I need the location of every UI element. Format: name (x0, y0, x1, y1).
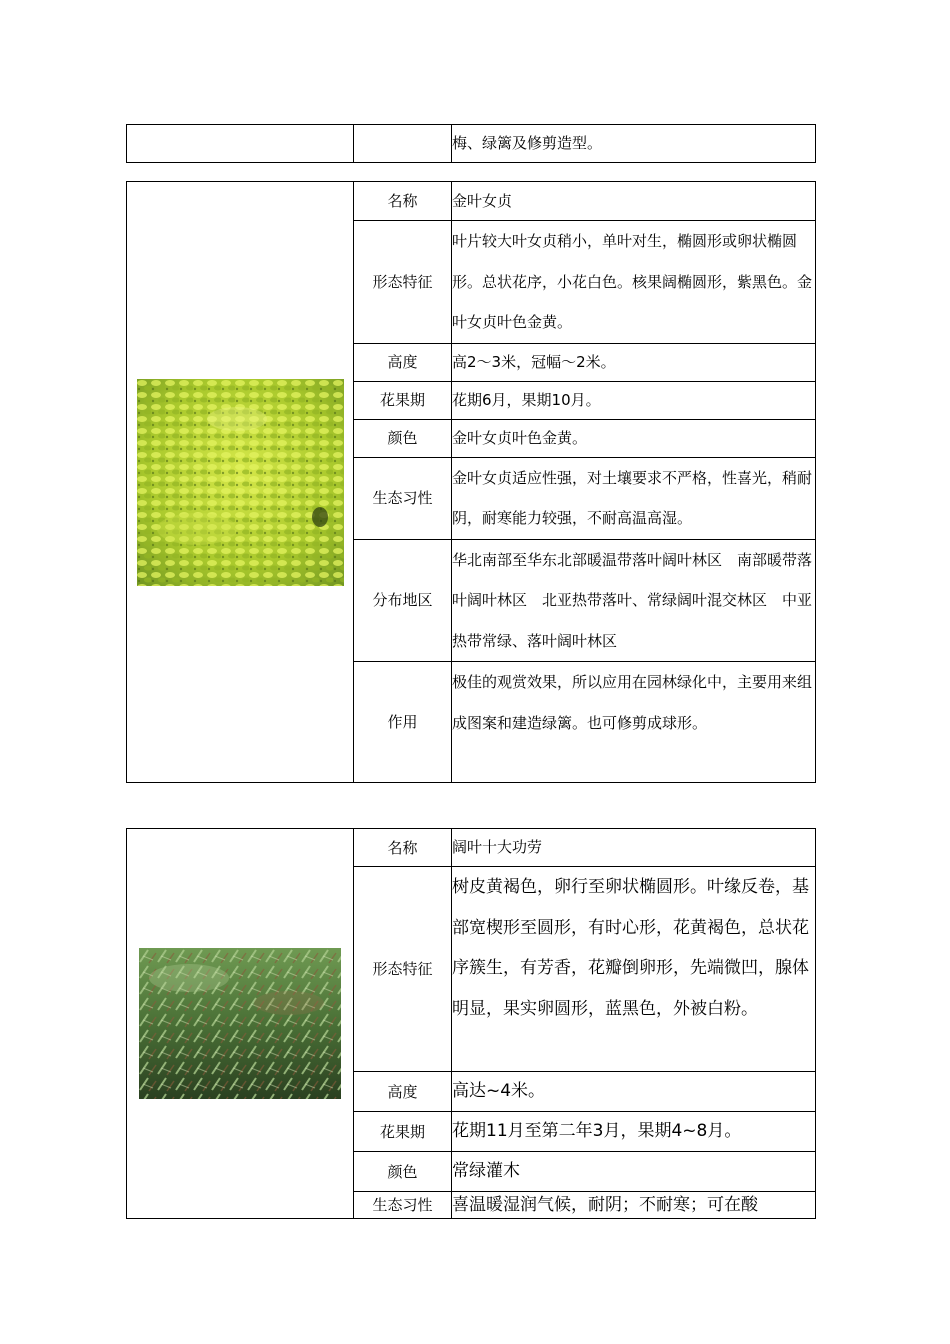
row-value: 阔叶十大功劳 (452, 829, 816, 867)
row-label: 花果期 (354, 1112, 452, 1152)
continued-table (126, 124, 816, 163)
row-label: 名称 (354, 829, 452, 867)
row-label: 生态习性 (354, 457, 452, 539)
row-label: 花果期 (354, 381, 452, 419)
row-label: 名称 (354, 182, 452, 221)
plant-table-2 (126, 828, 816, 1219)
row-value: 高达~4米。 (452, 1072, 816, 1112)
row-value: 花期6月，果期10月。 (452, 381, 816, 419)
row-value: 喜温暖湿润气候，耐阴；不耐寒；可在酸 (452, 1192, 816, 1219)
yellow-green-shrub-photo-icon (137, 379, 344, 586)
row-label: 高度 (354, 1072, 452, 1112)
plant-photo-cell (127, 182, 354, 783)
row-value: 华北南部至华东北部暖温带落叶阔叶林区 南部暖带落叶阔叶林区 北亚热带落叶、常绿阔叶混交林区 中亚热带常绿、落叶阔叶林区 (452, 539, 816, 662)
plant-table-1 (126, 181, 816, 783)
row-label: 形态特征 (354, 867, 452, 1072)
row-value: 梅、绿篱及修剪造型。 (452, 125, 816, 163)
row-value: 叶片较大叶女贞稍小，单叶对生，椭圆形或卵状椭圆形。总状花序，小花白色。核果阔椭圆形，紫黑色。金叶女贞叶色金黄。 (452, 221, 816, 344)
image-cell-empty (127, 125, 354, 163)
row-value: 金叶女贞适应性强，对土壤要求不严格，性喜光，稍耐阴，耐寒能力较强，不耐高温高湿。 (452, 457, 816, 539)
row-value: 金叶女贞叶色金黄。 (452, 419, 816, 457)
row-value: 树皮黄褐色，卵行至卵状椭圆形。叶缘反卷，基部宽楔形至圆形，有时心形，花黄褐色，总状花序簇生，有芳香，花瓣倒卵形，先端微凹，腺体明显，果实卵圆形，蓝黑色，外被白粉。 (452, 867, 816, 1072)
row-label: 作用 (354, 662, 452, 783)
table-row (127, 829, 816, 867)
row-label: 高度 (354, 343, 452, 381)
row-label: 分布地区 (354, 539, 452, 662)
row-value: 常绿灌木 (452, 1152, 816, 1192)
row-label: 形态特征 (354, 221, 452, 344)
row-value: 极佳的观赏效果，所以应用在园林绿化中，主要用来组成图案和建造绿篱。也可修剪成球形。 (452, 662, 816, 783)
narrow-leaf-shrub-photo-icon (139, 948, 341, 1099)
row-label: 颜色 (354, 1152, 452, 1192)
plant-photo-cell (127, 829, 354, 1219)
row-label: 颜色 (354, 419, 452, 457)
row-label: 生态习性 (354, 1192, 452, 1219)
row-label (354, 125, 452, 163)
row-value: 高2～3米，冠幅～2米。 (452, 343, 816, 381)
table-row (127, 182, 816, 221)
row-value: 金叶女贞 (452, 182, 816, 221)
row-value: 花期11月至第二年3月，果期4~8月。 (452, 1112, 816, 1152)
table-row (127, 125, 816, 163)
